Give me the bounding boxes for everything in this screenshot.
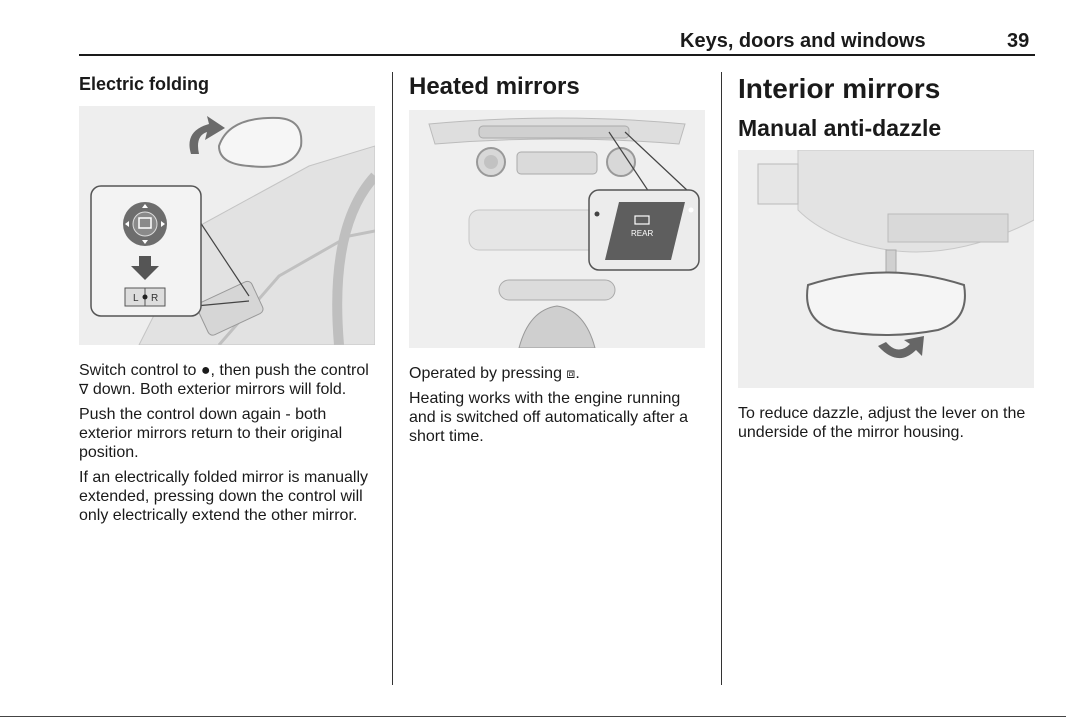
heading-interior-mirrors: Interior mirrors (738, 73, 941, 104)
paragraph-3: If an electrically folded mirror is manually extended, pressing down the control will only electrically extend the other mirror. (79, 469, 368, 524)
dot-symbol: ● (200, 362, 211, 379)
paragraph-1-text-a: Operated by pressing (409, 365, 567, 382)
rear-button-label: REAR (631, 229, 654, 238)
paragraph-2: Push the control down again - both exterior mirrors return to their original position. (79, 406, 343, 461)
heading-electric-folding: Electric folding (79, 74, 210, 94)
rear-window-heating-icon: ⧈ (566, 365, 576, 381)
switch-label-right: R (151, 293, 159, 304)
paragraph-1-text-b: . (575, 365, 580, 382)
heading-manual-anti-dazzle: Manual anti-dazzle (738, 115, 942, 141)
paragraph-1-text-b: , then push the control (210, 362, 369, 379)
paragraph-1: To reduce dazzle, adjust the lever on the underside of the mirror housing. (738, 405, 1026, 441)
anti-dazzle-illustration (738, 150, 1034, 388)
section-title: Keys, doors and windows (680, 30, 926, 52)
switch-label-left: L (133, 293, 139, 304)
electric-folding-illustration (79, 106, 375, 345)
column-divider-1 (392, 72, 393, 685)
bottom-rule (0, 716, 1066, 717)
column-electric-folding (79, 72, 379, 531)
paragraph-1 (409, 364, 709, 383)
header-rule (79, 54, 1035, 56)
column-interior-mirrors (738, 72, 1038, 448)
heated-mirrors-illustration (409, 110, 705, 348)
paragraph-2: Heating works with the engine running and is switched off automatically after a short time. (409, 390, 688, 445)
paragraph-1-text-a: Switch control to (79, 362, 201, 379)
column-divider-2 (721, 72, 722, 685)
page-number: 39 (1007, 30, 1030, 52)
down-triangle-symbol: ∇ (79, 381, 89, 397)
column-heated-mirrors (409, 72, 709, 452)
paragraph-1-text-c: down. Both exterior mirrors will fold. (88, 381, 347, 398)
heading-heated-mirrors: Heated mirrors (409, 73, 580, 100)
paragraph-1 (79, 361, 379, 399)
